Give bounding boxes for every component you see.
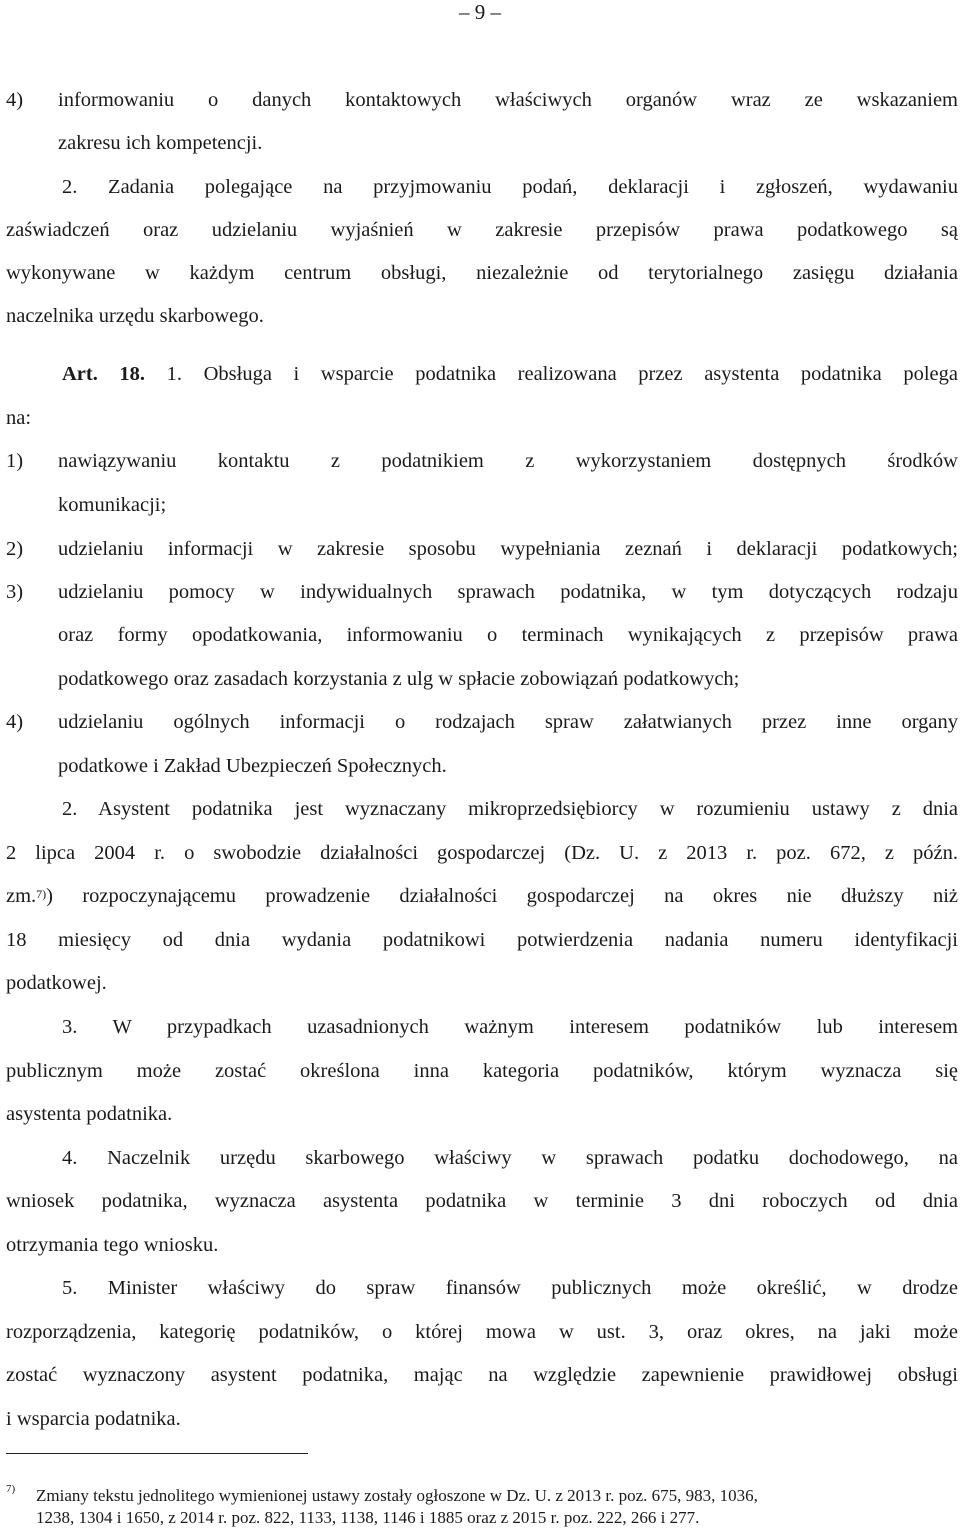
list-item-text: oraz formy opodatkowania, informowaniu o terminach wynikających z przepisów prawa	[58, 624, 958, 646]
paragraph-line: 3. W przypadkach uzasadnionych ważnym interesem podatników lub interesem	[62, 1016, 958, 1038]
paragraph-line: na:	[6, 407, 32, 429]
footnote-text: Zmiany tekstu jednolitego wymienionej ustawy zostały ogłoszone w Dz. U. z 2013 r. poz. 675, 983, 1036,	[36, 1486, 758, 1505]
list-item-text: podatkowego oraz zasadach korzystania z ulg w spłacie zobowiązań podatkowych;	[58, 668, 740, 690]
list-number: 2)	[6, 538, 24, 560]
article-intro-text: 1. Obsługa i wsparcie podatnika realizowana przez asystenta podatnika polega	[166, 363, 959, 385]
page-number: – 9 –	[459, 0, 501, 24]
paragraph-line: 2. Zadania polegające na przyjmowaniu podań, deklaracji i zgłoszeń, wydawaniu	[62, 176, 958, 198]
footnote-reference[interactable]: 7)	[36, 887, 47, 901]
list-item-text: komunikacji;	[58, 494, 167, 516]
list-item-text: udzielaniu ogólnych informacji o rodzajach spraw załatwianych przez inne organy	[58, 711, 958, 733]
paragraph-line: 2 lipca 2004 r. o swobodzie działalności gospodarczej (Dz. U. z 2013 r. poz. 672, z późn.	[6, 842, 958, 864]
list-item-text: zakresu ich kompetencji.	[58, 132, 263, 154]
abbreviation: zm.	[6, 885, 37, 907]
list-item-text: podatkowe i Zakład Ubezpieczeń Społecznych.	[58, 755, 447, 777]
paragraph-line: 4. Naczelnik urzędu skarbowego właściwy w sprawach podatku dochodowego, na	[62, 1147, 958, 1169]
footnote-marker: 7)	[6, 1483, 16, 1495]
paragraph-line: wykonywane w każdym centrum obsługi, niezależnie od terytorialnego zasięgu działania	[6, 262, 958, 284]
list-item-text: nawiązywaniu kontaktu z podatnikiem z wykorzystaniem dostępnych środków	[58, 450, 958, 472]
paragraph-line: 18 miesięcy od dnia wydania podatnikowi potwierdzenia nadania numeru identyfikacji	[6, 929, 958, 951]
paragraph-line: 2. Asystent podatnika jest wyznaczany mikroprzedsiębiorcy w rozumieniu ustawy z dnia	[62, 798, 958, 820]
paragraph-line: rozporządzenia, kategorię podatników, o której mowa w ust. 3, oraz okres, na jaki może	[6, 1321, 958, 1343]
list-item-text: udzielaniu pomocy w indywidualnych sprawach podatnika, w tym dotyczących rodzaju	[58, 581, 958, 603]
paragraph-line: asystenta podatnika.	[6, 1103, 173, 1125]
paragraph-text: ) rozpoczynającemu prowadzenie działalności gospodarczej na okres nie dłuższy niż	[46, 885, 958, 907]
article-intro-line	[62, 360, 958, 388]
paragraph-line: zostać wyznaczony asystent podatnika, mając na względzie zapewnienie prawidłowej obsługi	[6, 1364, 958, 1386]
paragraph-line: wniosek podatnika, wyznacza asystenta podatnika w terminie 3 dni roboczych od dnia	[6, 1190, 958, 1212]
list-number: 1)	[6, 450, 24, 472]
footnote-text: 1238, 1304 i 1650, z 2014 r. poz. 822, 1133, 1138, 1146 i 1885 oraz z 2015 r. poz. 222, 266 i 277.	[36, 1508, 700, 1527]
paragraph-line: publicznym może zostać określona inna kategoria podatników, którym wyznacza się	[6, 1060, 958, 1082]
paragraph-line: i wsparcia podatnika.	[6, 1408, 181, 1430]
list-item-text: udzielaniu informacji w zakresie sposobu wypełniania zeznań i deklaracji podatkowych;	[58, 538, 958, 560]
article-heading: Art. 18.	[62, 363, 146, 385]
paragraph-line: 5. Minister właściwy do spraw finansów publicznych może określić, w drodze	[62, 1277, 958, 1299]
paragraph-line: otrzymania tego wniosku.	[6, 1234, 219, 1256]
list-number: 3)	[6, 581, 24, 603]
list-number: 4)	[6, 89, 24, 111]
paragraph-line	[6, 882, 958, 910]
list-item-text: informowaniu o danych kontaktowych właściwych organów wraz ze wskazaniem	[58, 89, 958, 111]
footnote-divider	[6, 1453, 308, 1454]
paragraph-line: zaświadczeń oraz udzielaniu wyjaśnień w zakresie przepisów prawa podatkowego są	[6, 219, 958, 241]
paragraph-line: podatkowej.	[6, 972, 107, 994]
paragraph-line: naczelnika urzędu skarbowego.	[6, 305, 264, 327]
list-number: 4)	[6, 711, 24, 733]
